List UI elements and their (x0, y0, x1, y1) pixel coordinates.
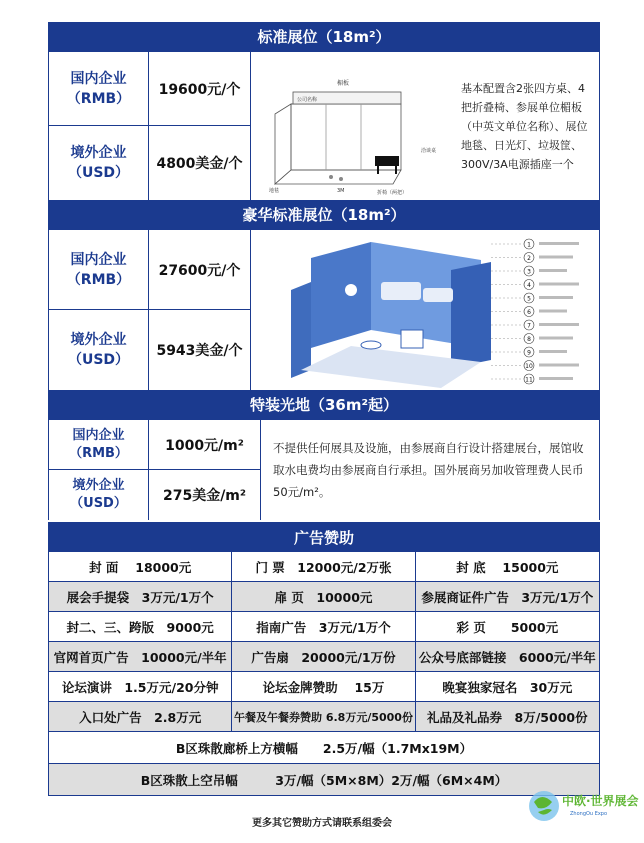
label-currency: （RMB） (69, 445, 128, 461)
callout-number: 8 (527, 336, 531, 343)
deluxe-foreign-price: 5943美金/个 (149, 310, 251, 390)
deluxe-domestic-price: 27600元/个 (149, 230, 251, 309)
standard-foreign-label (49, 126, 149, 200)
ad-cell: 公众号底部链接 6000元/半年 (418, 649, 596, 665)
label-currency: （RMB） (66, 90, 131, 107)
callout-text-placeholder (539, 337, 573, 340)
callout-number: 11 (525, 376, 533, 384)
ad-cell: 彩 页 5000元 (456, 619, 559, 635)
ad-cell: 入口处广告 2.8万元 (49, 702, 232, 731)
callout-number: 2 (527, 255, 531, 262)
diagram-label-width: 3M (337, 188, 345, 194)
ad-cell: 礼品及礼品券 8万/5000份 (427, 709, 588, 725)
diagram-label-chairs: 折椅（两把） (377, 190, 408, 196)
ads-table (48, 552, 600, 796)
raw-foreign-label (49, 470, 149, 520)
deluxe-foreign-label (49, 310, 149, 390)
ad-row (48, 642, 600, 672)
callout-number: 4 (527, 282, 531, 289)
label-line: 境外企业 (70, 145, 127, 161)
callout-number: 3 (527, 268, 531, 276)
ad-cell: 官网首页广告 10000元/半年 (49, 642, 232, 671)
ad-row (48, 552, 600, 582)
callout-number: 6 (527, 309, 531, 316)
callout-number: 9 (527, 349, 531, 357)
ad-wide-cell: B区珠散上空吊幅 3万/幅（5M×8M）2万/幅（6M×4M） (140, 772, 508, 788)
ads-header: 广告赞助 (48, 520, 600, 552)
ad-row (48, 612, 600, 642)
callout-text-placeholder (539, 269, 567, 272)
logo-subtext: ZhongOu Expo (570, 811, 608, 817)
label-currency: （USD） (67, 165, 130, 181)
callout-text-placeholder (539, 364, 579, 367)
label-line: 国内企业 (70, 251, 127, 268)
ad-cell: 扉 页 10000元 (232, 582, 415, 611)
diagram-label-table: 洽谈桌 (421, 148, 437, 154)
callout-number: 7 (527, 322, 531, 330)
ad-row (48, 672, 600, 702)
label-line: 境外企业 (72, 478, 125, 493)
ad-wide-cell: B区珠散廊桥上方横幅 2.5万/幅（1.7Mx19M） (175, 740, 473, 756)
callout-number: 1 (527, 241, 531, 249)
standard-booth-description: 基本配置含2张四方桌、4把折叠椅、参展单位楣板（中英文单位名称）、展位地毯、日光灯、垃圾筐、300V/3A电源插座一个 (461, 81, 588, 171)
ad-cell: 广告扇 20000元/1万份 (232, 642, 415, 671)
label-line: 国内企业 (72, 427, 125, 443)
standard-foreign-price: 4800美金/个 (149, 126, 251, 200)
ad-cell: 展会手提袋 3万元/1万个 (49, 582, 232, 611)
raw-space-header: 特装光地（36m²起） (48, 390, 600, 420)
ad-cell: 门 票 12000元/2万张 (232, 552, 415, 581)
ad-cell: 封 面 18000元 (49, 552, 232, 581)
deluxe-booth-block (48, 230, 600, 390)
callout-number: 10 (525, 363, 533, 370)
ad-cell: 午餐及午餐券赞助 6.8万元/5000份 (232, 702, 415, 731)
label-currency: （RMB） (66, 271, 131, 288)
standard-domestic-label (49, 52, 149, 125)
deluxe-domestic-label (49, 230, 149, 309)
diagram-label-company: 公司名称 (297, 97, 318, 103)
label-line: 境外企业 (70, 332, 127, 348)
raw-space-description: 不提供任何展具及设施，由参展商自行设计搭建展台，展馆收取水电费均由参展商自行承担。国外展商另加收管理费人民币50元/m²。 (273, 441, 584, 499)
diagram-label-carpet: 地毯 (269, 188, 280, 194)
callout-text-placeholder (539, 377, 573, 380)
ad-cell: 论坛演讲 1.5万元/20分钟 (49, 672, 232, 701)
callout-text-placeholder (539, 296, 573, 299)
ad-row (48, 702, 600, 732)
ad-cell: 封 底 15000元 (456, 559, 559, 575)
standard-booth-block (48, 52, 600, 200)
expo-logo (524, 784, 639, 826)
callout-text-placeholder (539, 242, 579, 245)
label-currency: （USD） (70, 496, 127, 511)
raw-domestic-label (49, 420, 149, 469)
ad-wide-row (48, 764, 600, 796)
ad-cell: 晚宴独家冠名 30万元 (442, 679, 573, 695)
callout-number: 5 (527, 295, 531, 303)
diagram-label-fascia: 楣板 (337, 80, 350, 87)
ad-row (48, 582, 600, 612)
callout-text-placeholder (539, 323, 579, 326)
label-line: 国内企业 (70, 70, 127, 87)
deluxe-booth-diagram (251, 230, 599, 390)
logo-text: 中欧·世界展会 (562, 794, 639, 808)
label-currency: （USD） (67, 352, 130, 368)
deluxe-booth-header: 豪华标准展位（18m²） (48, 200, 600, 230)
raw-domestic-price: 1000元/m² (149, 420, 261, 469)
ad-cell: 封二、三、跨版 9000元 (49, 612, 232, 641)
ad-cell: 参展商证件广告 3万元/1万个 (421, 589, 594, 605)
callout-text-placeholder (539, 350, 567, 353)
standard-domestic-price: 19600元/个 (149, 52, 251, 125)
standard-booth-diagram (251, 52, 451, 200)
callout-text-placeholder (539, 283, 579, 286)
callout-text-placeholder (539, 256, 573, 259)
ad-wide-row (48, 732, 600, 764)
footer-note: 更多其它赞助方式请联系组委会 (252, 818, 392, 829)
standard-booth-header: 标准展位（18m²） (48, 22, 600, 52)
raw-foreign-price: 275美金/m² (149, 470, 261, 520)
callout-text-placeholder (539, 310, 567, 313)
price-sheet (48, 22, 600, 796)
raw-space-block (48, 420, 600, 520)
ad-cell: 指南广告 3万元/1万个 (232, 612, 415, 641)
ad-cell: 论坛金牌赞助 15万 (232, 672, 415, 701)
